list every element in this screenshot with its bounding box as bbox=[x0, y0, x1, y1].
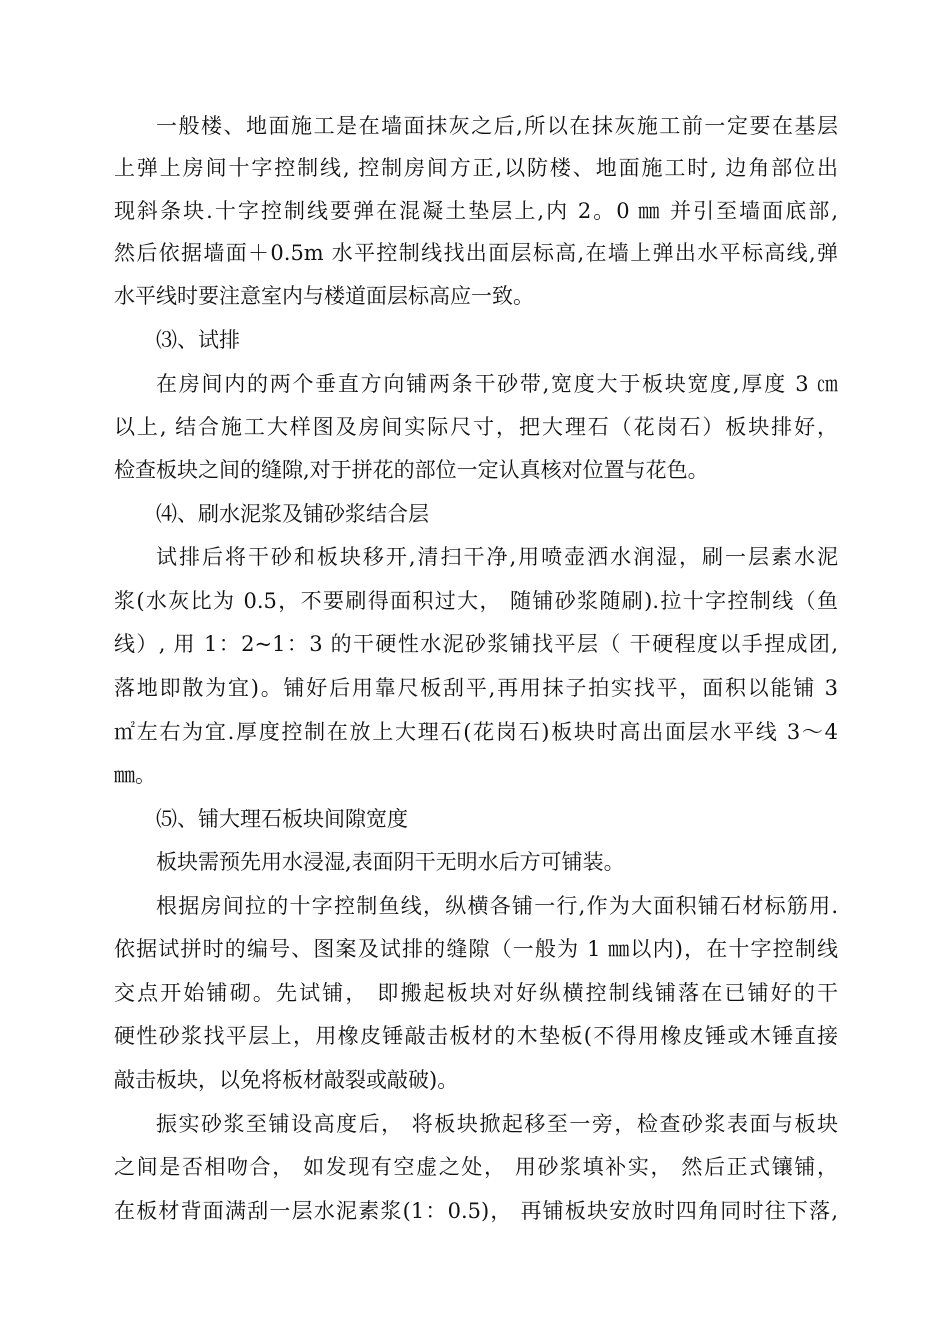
paragraph-line: 板块需预先用水浸湿,表面阴干无明水后方可铺装。 bbox=[156, 850, 625, 874]
section-heading: ⑷、刷水泥浆及铺砂浆结合层 bbox=[156, 502, 429, 526]
paragraph-line: 浆(水灰比为 0.5，不要刷得面积过大， 随铺砂浆随刷).拉十字控制线（鱼 bbox=[114, 589, 838, 613]
section-heading: ⑸、铺大理石板块间隙宽度 bbox=[156, 807, 408, 831]
paragraph-line: 敲击板块，以免将板材敲裂或敲破)。 bbox=[114, 1068, 459, 1092]
paragraph-line: 落地即散为宜)。铺好后用靠尺板刮平,再用抹子拍实找平，面积以能铺 3 bbox=[114, 676, 838, 700]
paragraph-line: 振实砂浆至铺设高度后， 将板块掀起移至一旁，检查砂浆表面与板块 bbox=[156, 1112, 838, 1136]
paragraph-line: 一般楼、地面施工是在墙面抹灰之后,所以在抹灰施工前一定要在基层 bbox=[156, 114, 838, 138]
paragraph-line: 交点开始铺砌。先试铺， 即搬起板块对好纵横控制线铺落在已铺好的干 bbox=[114, 981, 838, 1005]
paragraph-line: 硬性砂浆找平层上，用橡皮锤敲击板材的木垫板(不得用橡皮锤或木锤直接 bbox=[114, 1024, 838, 1048]
section-heading: ⑶、试排 bbox=[156, 328, 240, 352]
paragraph-line: 根据房间拉的十字控制鱼线，纵横各铺一行,作为大面积铺石材标筋用. bbox=[156, 894, 838, 918]
paragraph-line: 水平线时要注意室内与楼道面层标高应一致。 bbox=[114, 284, 534, 308]
paragraph-line: 上弹上房间十字控制线, 控制房间方正,以防楼、地面施工时, 边角部位出 bbox=[114, 156, 838, 180]
paragraph-line: 线）, 用 1：2~1：3 的干硬性水泥砂浆铺找平层（ 干硬程度以手捏成团, bbox=[114, 632, 838, 656]
paragraph-line: 检查板块之间的缝隙,对于拼花的部位一定认真核对位置与花色。 bbox=[114, 458, 709, 482]
paragraph-line: 在房间内的两个垂直方向铺两条干砂带,宽度大于板块宽度,厚度 3 ㎝ bbox=[156, 372, 838, 396]
paragraph-line: 依据试拼时的编号、图案及试排的缝隙（一般为 1 ㎜以内)，在十字控制线 bbox=[114, 937, 838, 961]
paragraph-line: 之间是否相吻合， 如发现有空虚之处， 用砂浆填补实， 然后正式镶铺， bbox=[114, 1155, 838, 1179]
paragraph-line: ㎜。 bbox=[114, 763, 156, 787]
paragraph-line: 以上, 结合施工大样图及房间实际尺寸，把大理石（花岗石）板块排好， bbox=[114, 415, 838, 439]
paragraph-line: 然后依据墙面＋0.5m 水平控制线找出面层标高,在墙上弹出水平标高线,弹 bbox=[114, 241, 838, 265]
paragraph-line: ㎡左右为宜.厚度控制在放上大理石(花岗石)板块时高出面层水平线 3～4 bbox=[114, 720, 838, 744]
paragraph-line: 在板材背面满刮一层水泥素浆(1：0.5)， 再铺板块安放时四角同时往下落, bbox=[114, 1199, 838, 1223]
paragraph-line: 现斜条块.十字控制线要弹在混凝土垫层上,内 2。0 ㎜ 并引至墙面底部, bbox=[114, 199, 838, 223]
paragraph-line: 试排后将干砂和板块移开,清扫干净,用喷壶洒水润湿，刷一层素水泥 bbox=[156, 545, 838, 569]
